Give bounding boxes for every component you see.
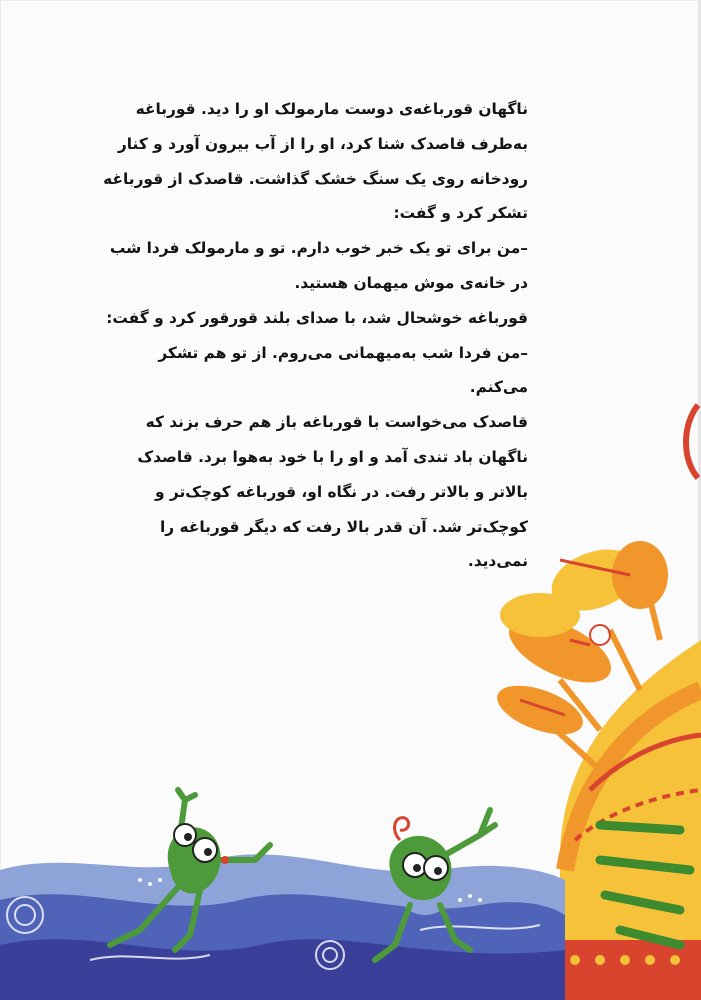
paragraph-5: قاصدک می‌خواست با قورباغه باز هم حرف بزند که ناگهان باد تندی آمد و او را با خود به‌هوا برد. قاصدک بالاتر و بالاتر رفت. در نگاه او، قورباغه کوچک‌تر و کوچک‌تر شد. آن قدر بالا رفت که دیگر قورباغه را نمی‌دید. bbox=[137, 413, 528, 571]
paragraph-3: قورباغه خوشحال شد، با صدای بلند قورقور کرد و گفت: bbox=[106, 308, 528, 327]
paragraph-4-dialogue: – من فردا شب به‌میهمانی می‌روم. از تو هم تشکر می‌کنم. bbox=[96, 336, 528, 406]
river-waves bbox=[0, 854, 565, 1000]
paragraph-2-dialogue: – من برای تو یک خبر خوب دارم. تو و مارمولک فردا شب در خانه‌ی موش میهمان هستید. bbox=[96, 231, 528, 301]
paragraph-1: ناگهان قورباغه‌ی دوست مارمولک او را دید. قورباغه به‌طرف قاصدک شنا کرد، او را از آب بیرون آورد و کنار رودخانه روی یک سنگ خشک گذاشت. قاصدک از قورباغه تشکر کرد و گفت: bbox=[103, 100, 528, 223]
red-arc-decoration bbox=[686, 405, 698, 478]
